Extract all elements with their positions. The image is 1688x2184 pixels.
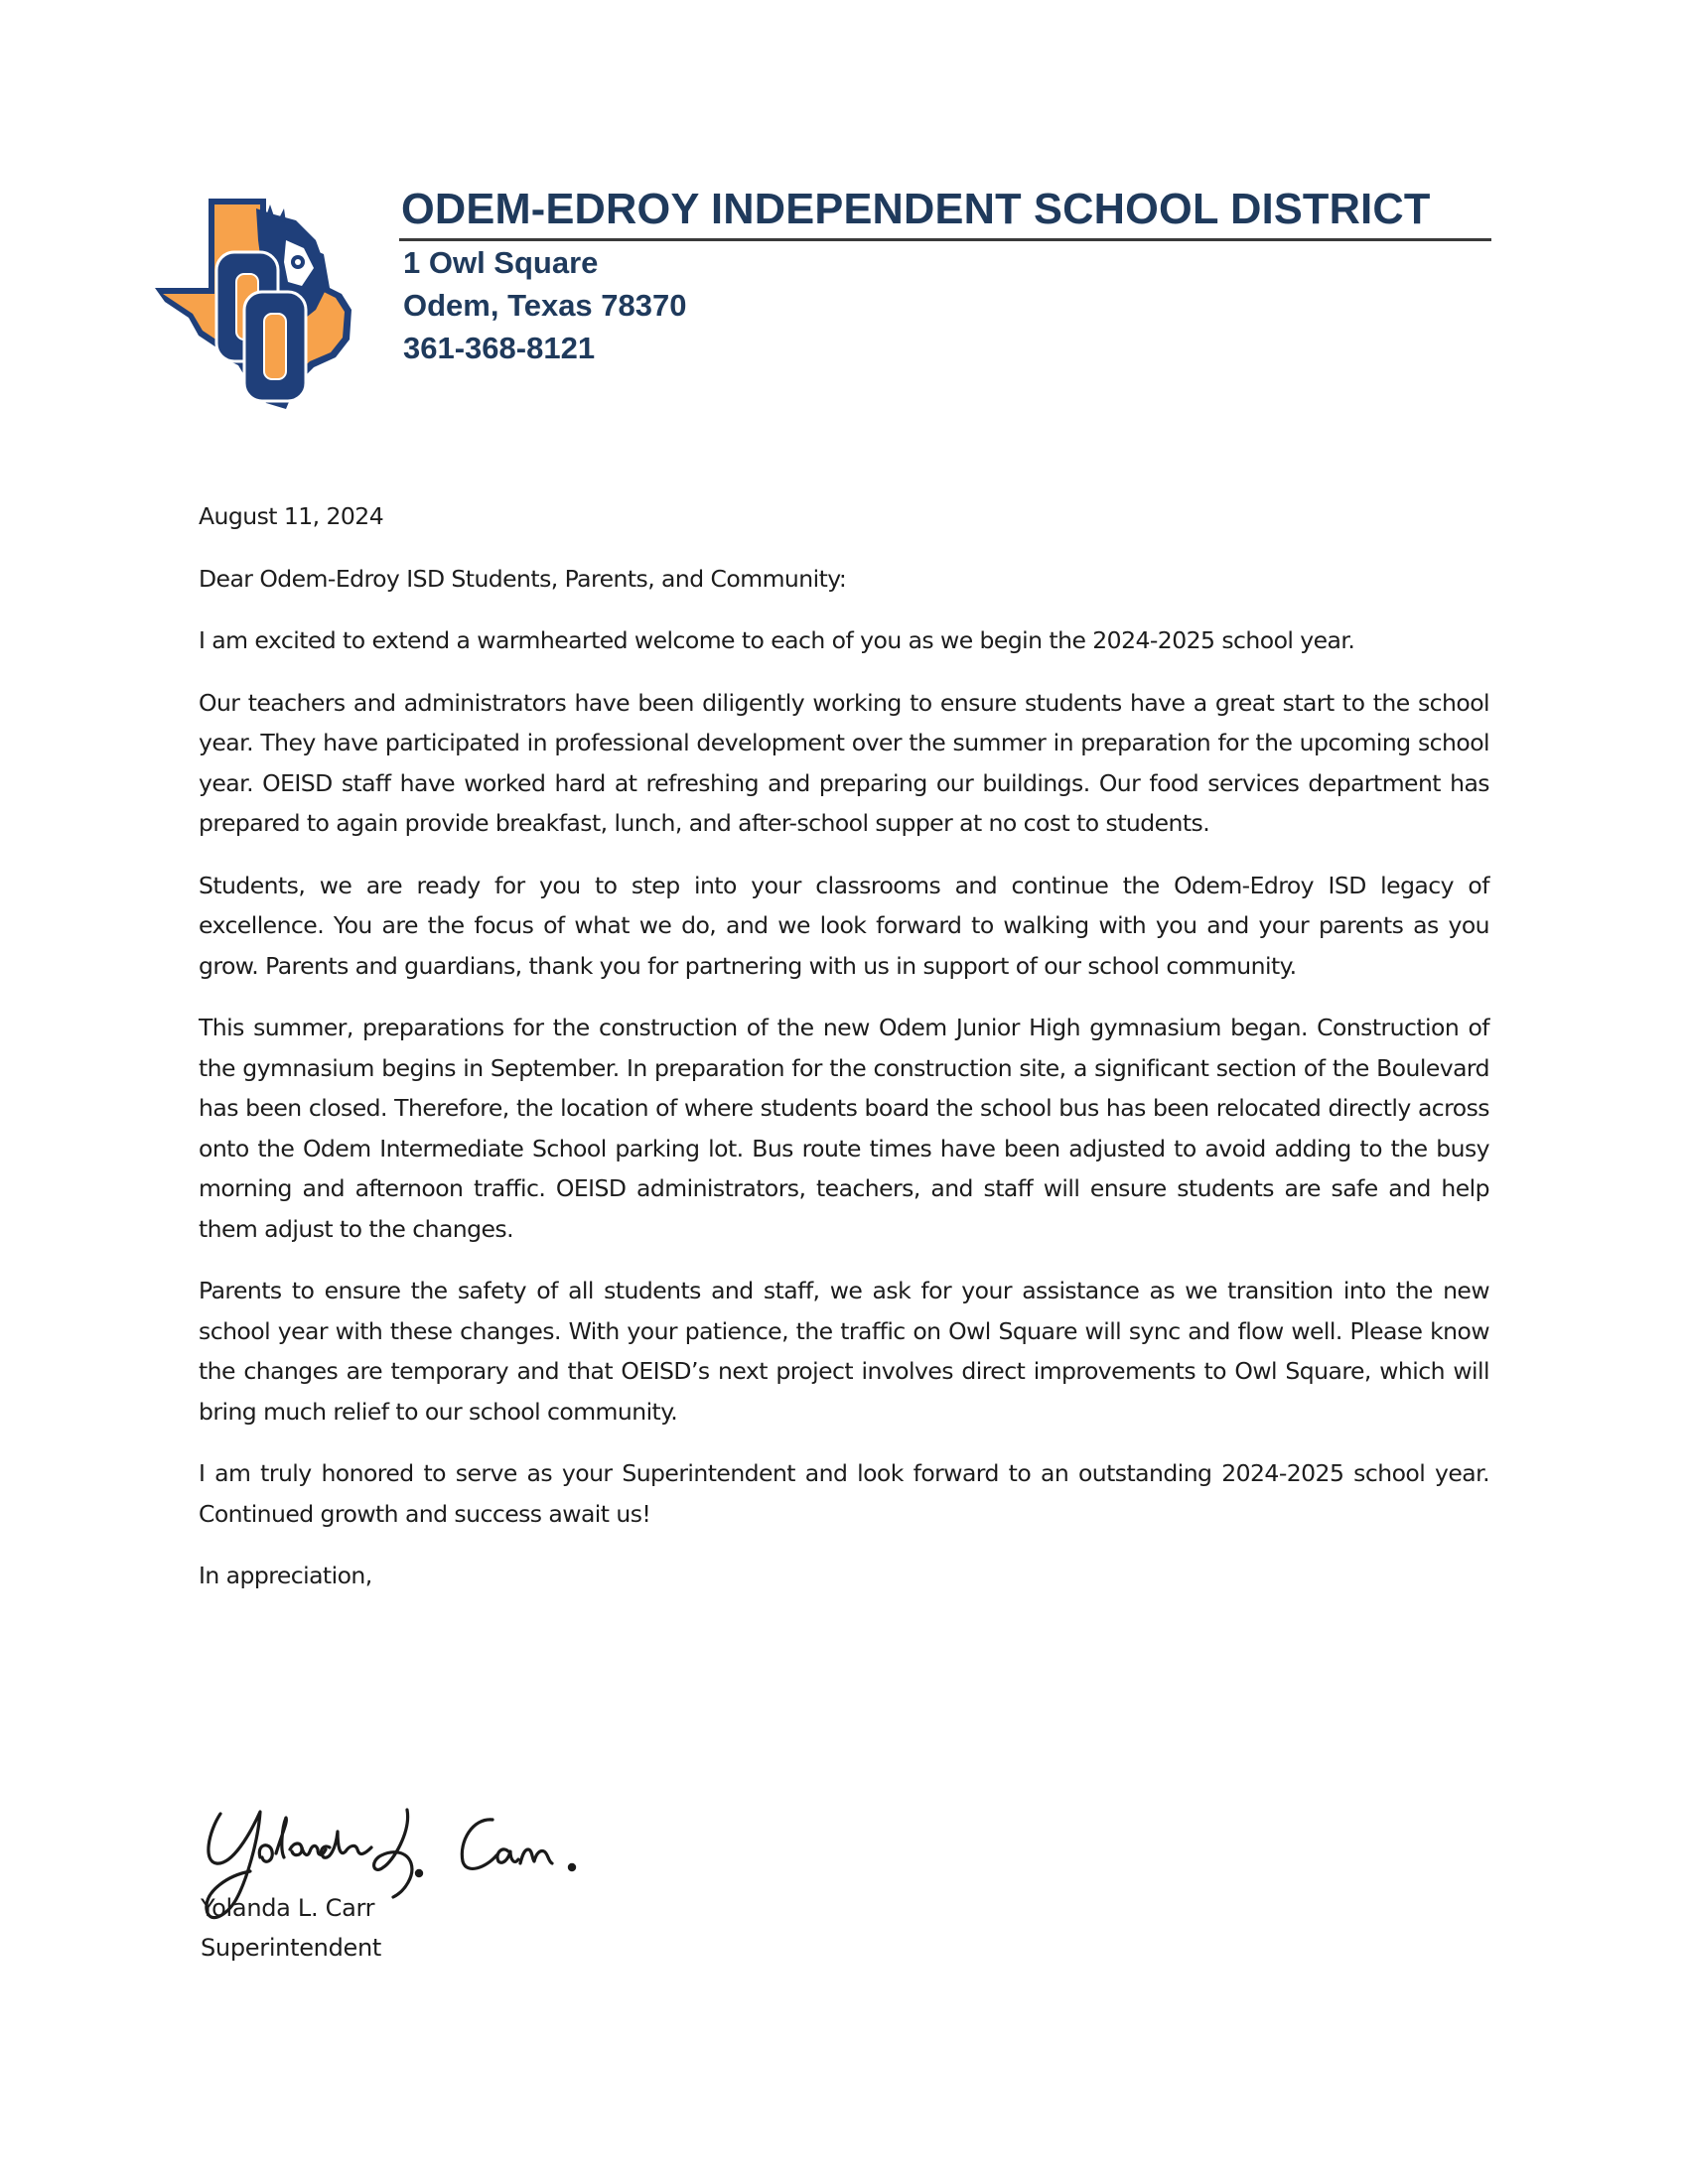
signer-name: Yolanda L. Carr (201, 1894, 375, 1922)
phone-number: 361-368-8121 (403, 331, 596, 365)
signer-title: Superintendent (201, 1934, 381, 1962)
letter-date: August 11, 2024 (199, 502, 384, 530)
address-line-2: Odem, Texas 78370 (403, 288, 687, 323)
paragraph-closing: I am truly honored to serve as your Superintendent and look forward to an outstanding 2024-2025 school year. Continued growth and success await us! (199, 1459, 1489, 1528)
paragraph-staff: Our teachers and administrators have been diligently working to ensure students have a great start to the school year. They have participated in professional development over the summer in preparation for the upcoming school year. OEISD staff have worked hard at refreshing and preparing our buildings. Our food services department has prepared to again provide breakfast, lunch, and after-school supper at no cost to students. (199, 688, 1489, 837)
title-underline (399, 238, 1491, 241)
closing: In appreciation, (199, 1562, 372, 1589)
salutation: Dear Odem-Edroy ISD Students, Parents, and Community: (199, 564, 847, 593)
paragraph-parents: Parents to ensure the safety of all students and staff, we ask for your assistance as we transition into the new school year with these changes. With your patience, the traffic on Owl Square will sync and flow well. Please know the changes are temporary and that OEISD’s next project involves direct improvements to Owl Square, which will bring much relief to our school community. (199, 1277, 1489, 1426)
paragraph-welcome: I am excited to extend a warmhearted welcome to each of you as we begin the 2024-2025 school year. (199, 626, 1355, 654)
address-line-1: 1 Owl Square (403, 245, 599, 280)
district-name: ODEM-EDROY INDEPENDENT SCHOOL DISTRICT (401, 185, 1431, 233)
paragraph-construction: This summer, preparations for the construction of the new Odem Junior High gymnasium began. Construction of the gymnasium begins in September. In preparation for the construction site, a significant section of the Boulevard has been closed. Therefore, the location of where students board the school bus has been relocated directly across onto the Odem Intermediate School parking lot. Bus route times have been adjusted to avoid adding to the busy morning and afternoon traffic. OEISD administrators, teachers, and staff will ensure students are safe and help them adjust to the changes. (199, 1014, 1489, 1243)
paragraph-students: Students, we are ready for you to step into your classrooms and continue the Odem-Edroy ISD legacy of excellence. You are the focus of what we do, and we look forward to walking with you and your parents as you grow. Parents and guardians, thank you for partnering with us in support of our school community. (199, 871, 1489, 980)
letter-body (199, 496, 1489, 1618)
district-logo-icon (147, 191, 375, 411)
